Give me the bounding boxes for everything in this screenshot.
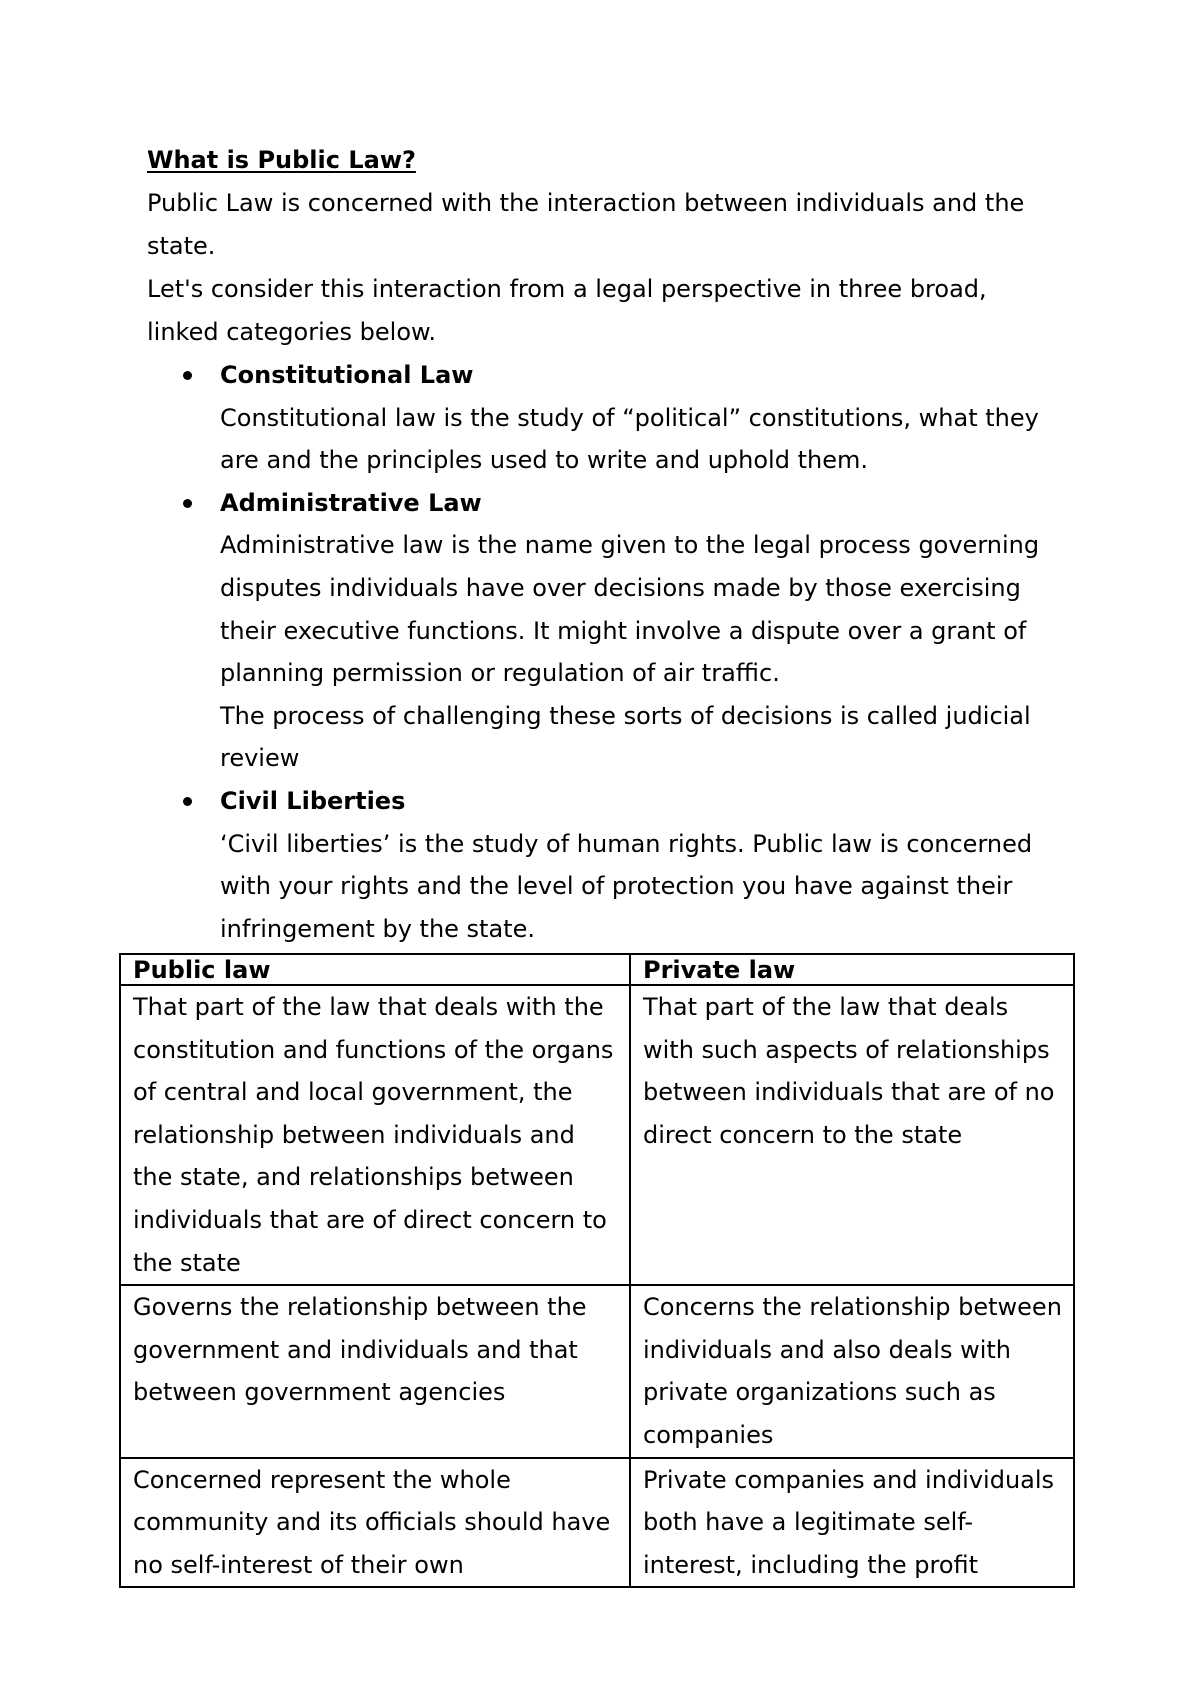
page-title: What is Public Law? xyxy=(147,146,416,174)
table-cell: Concerns the relationship between individuals and also deals with private organizations such as companies xyxy=(630,1285,1074,1457)
table-cell: That part of the law that deals with the constitution and functions of the organs of central and local government, the relationship between individuals and the state, and relationships between individuals that are of direct concern to the state xyxy=(120,985,630,1285)
intro-paragraph: Public Law is concerned with the interaction between individuals and the state. xyxy=(147,189,1025,260)
table-cell: Concerned represent the whole community and its officials should have no self-interest of their own xyxy=(120,1458,630,1588)
intro-paragraph-2: Let's consider this interaction from a legal perspective in three broad, linked categories below. xyxy=(147,275,987,346)
bullet-body: Constitutional law is the study of “political” constitutions, what they are and the principles used to write and uphold them. xyxy=(220,403,1039,475)
list-item-administrative-law xyxy=(0,482,1080,780)
list-item-constitutional-law xyxy=(0,354,1080,482)
table-row xyxy=(120,1458,1074,1588)
comparison-table xyxy=(119,953,1075,1588)
bullet-body: ‘Civil liberties’ is the study of human rights. Public law is concerned with your rights and the level of protection you have against their infringement by the state. xyxy=(220,829,1033,943)
column-header-private-law: Private law xyxy=(630,954,1074,985)
bullet-dot-icon xyxy=(183,797,192,806)
bullet-dot-icon xyxy=(183,499,192,508)
column-header-public-law: Public law xyxy=(120,954,630,985)
bullet-heading: Civil Liberties xyxy=(220,786,406,815)
table-row xyxy=(120,985,1074,1285)
table-cell: Governs the relationship between the government and individuals and that between government agencies xyxy=(120,1285,630,1457)
bullet-body: The process of challenging these sorts of decisions is called judicial review xyxy=(220,701,1031,773)
bullet-dot-icon xyxy=(183,371,192,380)
table-cell: That part of the law that deals with such aspects of relationships between individuals that are of no direct concern to the state xyxy=(630,985,1074,1285)
bullet-heading: Administrative Law xyxy=(220,488,482,517)
table-cell: Private companies and individuals both have a legitimate self-interest, including the profit xyxy=(630,1458,1074,1588)
bullet-heading: Constitutional Law xyxy=(220,361,474,389)
table-row xyxy=(120,1285,1074,1457)
bullet-body: Administrative law is the name given to the legal process governing disputes individuals have over decisions made by those exercising their executive functions. It might involve a dispute over a grant of planning permission or regulation of air traffic. xyxy=(220,531,1040,688)
category-list xyxy=(0,354,1200,950)
list-item-civil-liberties xyxy=(0,780,1080,950)
table-header-row xyxy=(120,954,1074,985)
